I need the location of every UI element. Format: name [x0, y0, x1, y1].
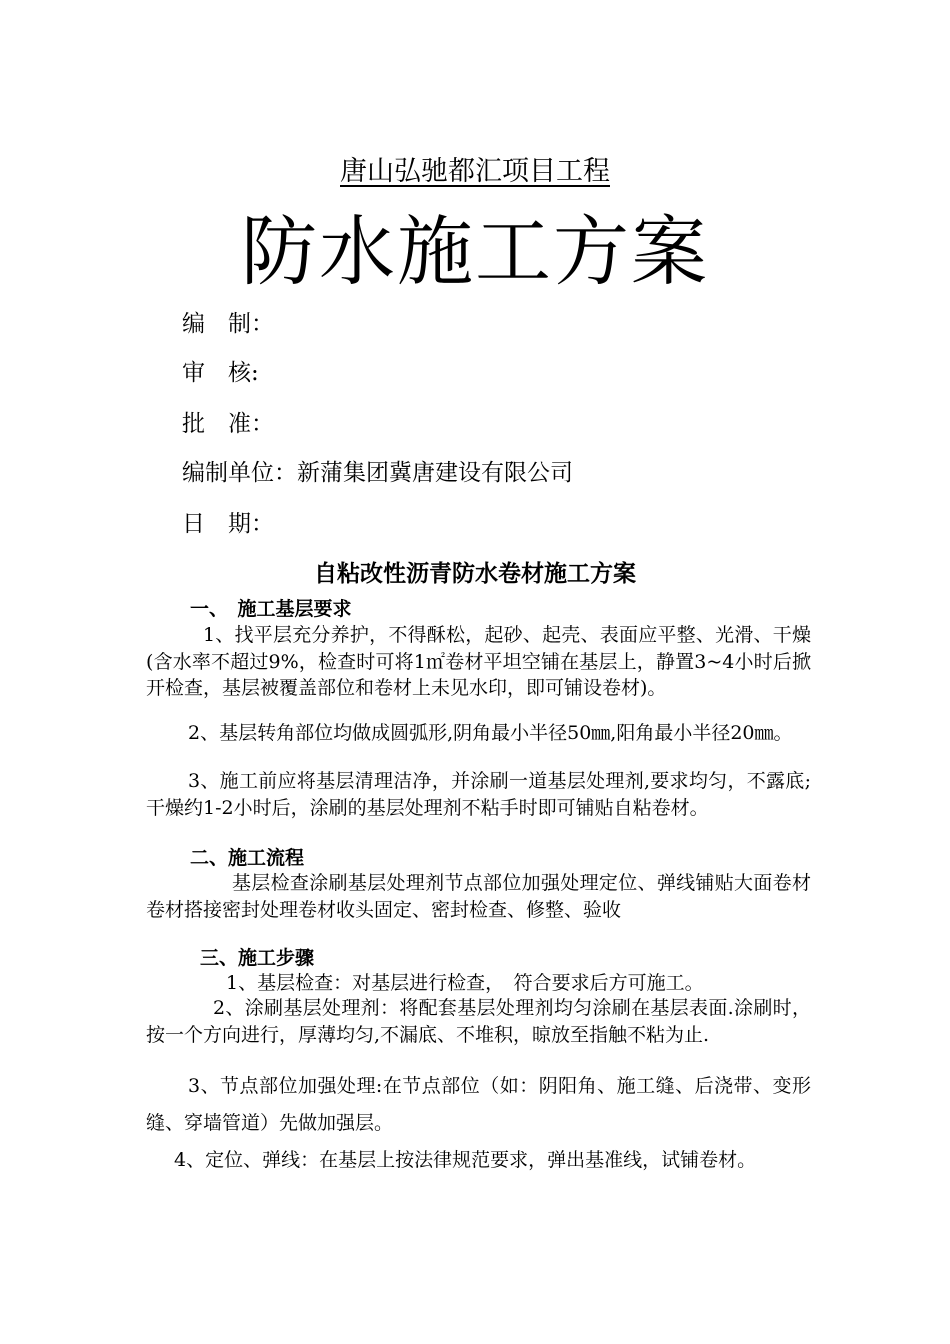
date-field: 日 期： — [182, 511, 274, 537]
section-heading-3: 三、施工步骤 — [200, 947, 315, 969]
paragraph: 1、找平层充分养护，不得酥松，起砂、起壳、表面应平整、光滑、干燥(含水率不超过9%，检查时可将1㎡卷材平坦空铺在基层上，静置3~4小时后掀开检查，基层被覆盖部位和卷材上未见水印，即可铺设卷材)。 — [146, 624, 811, 699]
paragraph: 2、基层转角部位均做成圆弧形,阴角最小半径50㎜,阳角最小半径20㎜。 — [188, 722, 793, 744]
paragraph: 4、定位、弹线：在基层上按法律规范要求，弹出基准线，试铺卷材。 — [174, 1149, 757, 1171]
section-heading-2: 二、施工流程 — [190, 847, 305, 869]
document-heading: 自粘改性沥青防水卷材施工方案 — [314, 561, 636, 587]
main-title: 防水施工方案 — [241, 207, 709, 296]
paragraph: 基层检查涂刷基层处理剂节点部位加强处理定位、弹线铺贴大面卷材卷材搭接密封处理卷材收头固定、密封检查、修整、验收 — [146, 872, 811, 921]
section-heading-1: 一、 施工基层要求 — [190, 598, 352, 620]
reviewer-field: 审 核: — [182, 360, 259, 386]
project-title — [0, 152, 950, 192]
paragraph: 3、施工前应将基层清理洁净，并涂刷一道基层处理剂,要求均匀，不露底;干燥约1-2小时后，涂刷的基层处理剂不粘手时即可铺贴自粘卷材。 — [146, 770, 811, 819]
paragraph: 2、涂刷基层处理剂：将配套基层处理剂均匀涂刷在基层表面.涂刷时，按一个方向进行，厚薄均匀,不漏底、不堆积，晾放至指触不粘为止. — [146, 997, 811, 1046]
paragraph: 1、基层检查：对基层进行检查， 符合要求后方可施工。 — [226, 972, 704, 994]
paragraph: 3、节点部位加强处理:在节点部位（如：阴阳角、施工缝、后浇带、变形缝、穿墙管道）先做加强层。 — [146, 1075, 811, 1134]
compiler-field: 编 制： — [182, 311, 274, 337]
approver-field: 批 准： — [182, 411, 274, 437]
organization-field: 编制单位：新蒲集团冀唐建设有限公司 — [182, 460, 573, 486]
project-title-text: 唐山弘驰都汇项目工程 — [340, 156, 610, 187]
